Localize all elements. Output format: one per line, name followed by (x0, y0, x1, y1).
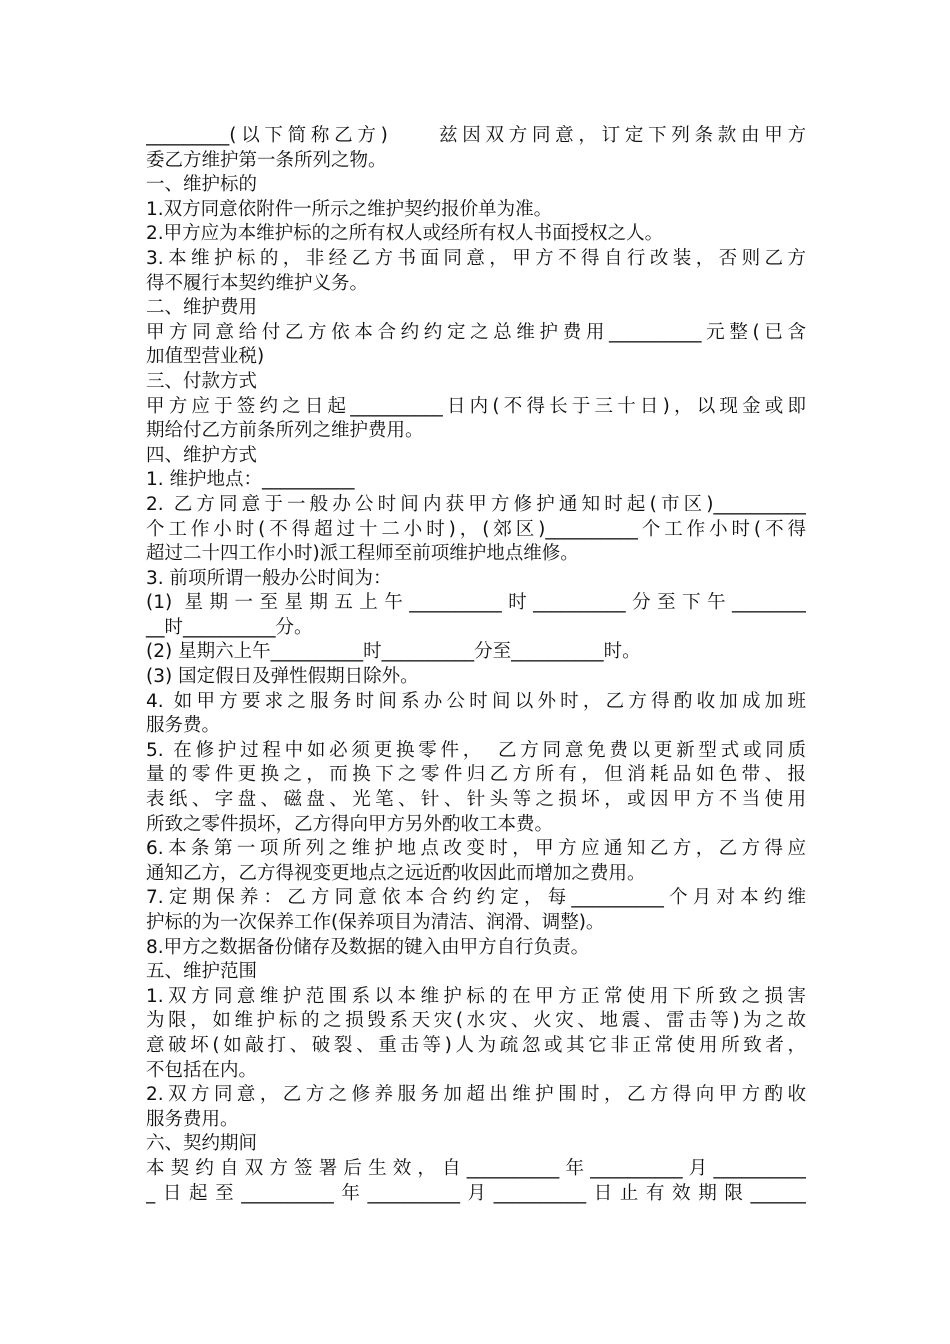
clause-line: 期给付乙方前条所列之维护费用。 (146, 420, 424, 442)
clause-line: 7.定期保养：乙方同意依本合约约定，每__________个月对本约维 (146, 887, 806, 909)
clause-line: 服务费。 (146, 715, 221, 737)
clause-line: 护标的为一次保养工作(保养项目为清洁、润滑、调整)。 (146, 912, 605, 933)
intro-line: 委乙方维护第一条所列之物。 (146, 149, 387, 171)
clause-line: 超过二十四工作小时)派工程师至前项维护地点维修。 (146, 543, 579, 565)
clause-line: 服务费用。 (146, 1108, 239, 1130)
clause-line: 甲方同意给付乙方依本合约约定之总维护费用__________元整(已含 (146, 321, 806, 343)
clause-line: 2. 乙方同意于一般办公时间内获甲方修护通知时起(市区)__________ (146, 493, 806, 515)
clause-line: 5. 在修护过程中如必须更换零件， 乙方同意免费以更新型式或同质 (146, 739, 806, 761)
clause-line: 个工作小时(不得超过十二小时)，(郊区)__________个工作小时(不得 (146, 518, 806, 540)
section-heading: 五、维护范围 (146, 961, 258, 983)
clause-line: 意破坏(如敲打、破裂、重击等)人为疏忽或其它非正常使用所致者， (146, 1034, 806, 1056)
clause-line: 1. 维护地点：__________ (146, 469, 355, 491)
clause-line: 通知乙方，乙方得视变更地点之远近酌收因此而增加之费用。 (146, 862, 646, 884)
clause-line: __时__________分。 (146, 616, 313, 638)
clause-line: 所致之零件损坏，乙方得向甲方另外酌收工本费。 (146, 813, 554, 835)
clause-line: _日起至__________年__________月__________日止有效期限______ (146, 1182, 806, 1204)
clause-line: 6.本条第一项所列之维护地点改变时，甲方应通知乙方，乙方得应 (146, 838, 806, 860)
section-heading: 二、维护费用 (146, 297, 258, 319)
clause-line: 3.本维护标的，非经乙方书面同意，甲方不得自行改装，否则乙方 (146, 247, 806, 269)
clause-line: 得不履行本契约维护义务。 (146, 272, 369, 294)
section-heading: 三、付款方式 (146, 370, 258, 392)
clause-line: (1) 星期一至星期五上午__________时__________分至下午________ (146, 592, 806, 614)
clause-line: 1.双方同意依附件一所示之维护契约报价单为准。 (146, 198, 553, 220)
clause-line: (3) 国定假日及弹性假期日除外。 (146, 666, 419, 688)
clause-line: 3. 前项所谓一般办公时间为： (146, 567, 392, 589)
clause-line: 2.双方同意，乙方之修养服务加超出维护围时，乙方得向甲方酌收 (146, 1084, 806, 1106)
clause-line: 为限，如维护标的之损毁系天灾(水灾、火灾、地震、雷击等)为之故 (146, 1010, 806, 1032)
clause-line: 4. 如甲方要求之服务时间系办公时间以外时，乙方得酌收加成加班 (146, 690, 806, 712)
clause-line: 加值型营业税) (146, 346, 265, 368)
section-heading: 一、维护标的 (146, 174, 258, 196)
clause-line: 8.甲方之数据备份储存及数据的键入由甲方自行负责。 (146, 936, 590, 958)
contract-document (146, 124, 806, 1206)
clause-line: 1.双方同意维护范围系以本维护标的在甲方正常使用下所致之损害 (146, 985, 806, 1007)
clause-line: 2.甲方应为本维护标的之所有权人或经所有权人书面授权之人。 (146, 223, 664, 245)
clause-line: 表纸、字盘、磁盘、光笔、针、针头等之损坏，或因甲方不当使用 (146, 789, 806, 811)
clause-line: 本契约自双方签署后生效，自__________年__________月__________ (146, 1157, 806, 1179)
clause-line: 量的零件更换之，而换下之零件归乙方所有，但消耗品如色带、报 (146, 764, 806, 786)
clause-line: (2) 星期六上午__________时__________分至__________时。 (146, 641, 641, 663)
section-heading: 四、维护方式 (146, 444, 258, 466)
clause-line: 不包括在内。 (146, 1059, 258, 1081)
section-heading: 六、契约期间 (146, 1133, 258, 1155)
clause-line: 甲方应于签约之日起__________日内(不得长于三十日)，以现金或即 (146, 395, 806, 417)
intro-line: _________(以下简称乙方) 兹因双方同意，订定下列条款由甲方 (146, 125, 806, 146)
